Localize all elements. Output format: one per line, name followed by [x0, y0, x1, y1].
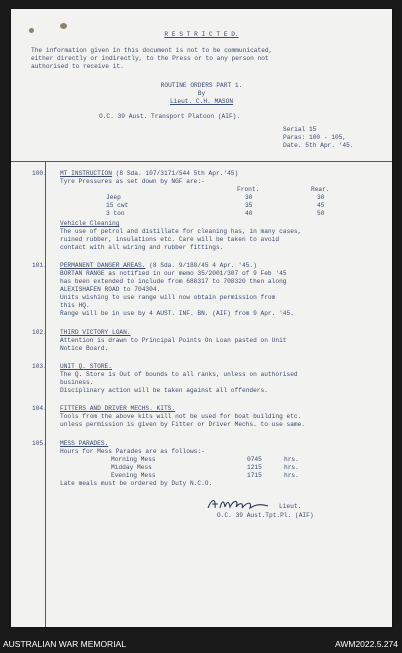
mess-time-unit: hrs. [284, 456, 299, 463]
notice-line: authorised to receive it. [31, 63, 124, 70]
para-text: ALEXISHAFEN ROAD to 704304. [60, 286, 161, 293]
para-heading-line [60, 170, 238, 177]
para-heading: FITTERS AND DRIVER MECHS. KITS. [60, 405, 176, 412]
mess-name: Evening Mess [111, 472, 156, 479]
vehicle-name: 15 cwt [106, 202, 129, 209]
para-heading: MESS PARADES. [60, 440, 109, 447]
by-text: By [197, 90, 206, 97]
footer-accession-number: AWM2022.5.274 [335, 639, 398, 649]
mess-name: Morning Mess [111, 456, 156, 463]
front-pressure: 35 [245, 202, 253, 209]
column-header-front: Front. [237, 186, 260, 193]
mess-time: 1215 [247, 464, 262, 471]
footer-bar [0, 634, 402, 653]
para-number: 104. [32, 405, 47, 412]
author-name: Lieut. C.H. MASON [169, 98, 234, 105]
para-number: 103. [32, 363, 47, 370]
rear-pressure: 50 [317, 210, 325, 217]
mess-time: 0745 [247, 456, 262, 463]
document-page [11, 9, 392, 627]
para-text: Notice Board. [60, 345, 109, 352]
signatory-unit: O.C. 39 Aust.Tpt.Pl. (AIF) [217, 512, 314, 519]
mess-name: Midday Mess [111, 464, 152, 471]
para-number: 100. [32, 170, 47, 177]
para-text: Late meals must be ordered by Duty N.C.O. [60, 480, 213, 487]
vehicle-name: 3 ton [106, 210, 125, 217]
para-text: Range will be in use by 4 AUST. INF. BN. (AIF) from 9 Apr. '45. [60, 310, 294, 317]
para-text: Units wishing to use range will now obtain permission from [60, 294, 276, 301]
mess-time-unit: hrs. [284, 464, 299, 471]
para-text: Disciplinary action will be taken against all offenders. [60, 387, 268, 394]
rear-pressure: 30 [317, 194, 325, 201]
front-pressure: 40 [245, 210, 253, 217]
margin-rule [45, 161, 46, 627]
para-heading-line [60, 262, 257, 269]
mess-time: 1715 [247, 472, 262, 479]
para-text: The use of petrol and distillate for cleaning has, in many cases, [60, 228, 302, 235]
notice-line: either directly or indirectly, to the Press or to any person not [31, 55, 269, 62]
para-text: Hours for Mess Parades are as follows:- [60, 448, 205, 455]
para-heading: UNIT Q. STORE. [60, 363, 112, 370]
unit-name: O.C. 39 Aust. Transport Platoon (AIF). [99, 113, 241, 120]
para-reference: (8 Sda. 9/180/45 4 Apr. '45.) [145, 262, 257, 269]
subheading: Vehicle Cleaning [60, 220, 120, 227]
serial-number: Serial 15 [283, 126, 317, 133]
para-text: Tools from the above kits will not be used for boat building etc. [60, 413, 302, 420]
para-text: this HQ. [60, 302, 90, 309]
rear-pressure: 45 [317, 202, 325, 209]
para-number: 105. [32, 440, 47, 447]
header-rule [11, 161, 392, 162]
para-text: Tyre Pressures as set down by NGF are:- [60, 178, 205, 185]
para-text: business. [60, 379, 94, 386]
para-heading: PERMANENT DANGER AREAS. [60, 262, 146, 269]
stain-mark [60, 23, 67, 29]
para-text: has been extended to include from 688317 to 708320 then along [60, 278, 287, 285]
para-text: contact with all wiring and rubber fittings. [60, 244, 224, 251]
para-number: 101. [32, 262, 47, 269]
classification-heading: R E S T R I C T E D. [164, 31, 239, 38]
column-header-rear: Rear. [311, 186, 330, 193]
front-pressure: 30 [245, 194, 253, 201]
vehicle-name: Jeep [106, 194, 121, 201]
mess-time-unit: hrs. [284, 472, 299, 479]
signatory-rank: Lieut. [279, 503, 302, 510]
order-date: Date. 5th Apr. '45. [283, 142, 354, 149]
para-text: BORTAN RANGE as notified in our memo 35/2001/307 of 9 Feb '45 [60, 270, 287, 277]
footer-source: AUSTRALIAN WAR MEMORIAL [3, 639, 126, 649]
para-text: The Q. Store is Out of bounds to all ranks, unless on authorised [60, 371, 298, 378]
para-number: 102. [32, 329, 47, 336]
para-text: unless permission is given by Fitter or Driver Mechs. to use same. [60, 421, 306, 428]
para-reference: (8 Sda. 107/3171/544 5th Apr.'45) [111, 170, 239, 177]
orders-title: ROUTINE ORDERS PART 1. [160, 82, 243, 89]
para-heading: MT INSTRUCTION [60, 170, 112, 177]
paras-range: Paras: 100 - 105, [283, 134, 347, 141]
notice-line: The information given in this document is not to be communicated, [31, 47, 273, 54]
para-text: Attention is drawn to Principal Points On Loan pasted on Unit [60, 337, 287, 344]
para-heading: THIRD VICTORY LOAN. [60, 329, 131, 336]
para-text: ruined rubber, insulations etc. Care will be taken to avoid [60, 236, 280, 243]
handwritten-signature [206, 496, 276, 512]
